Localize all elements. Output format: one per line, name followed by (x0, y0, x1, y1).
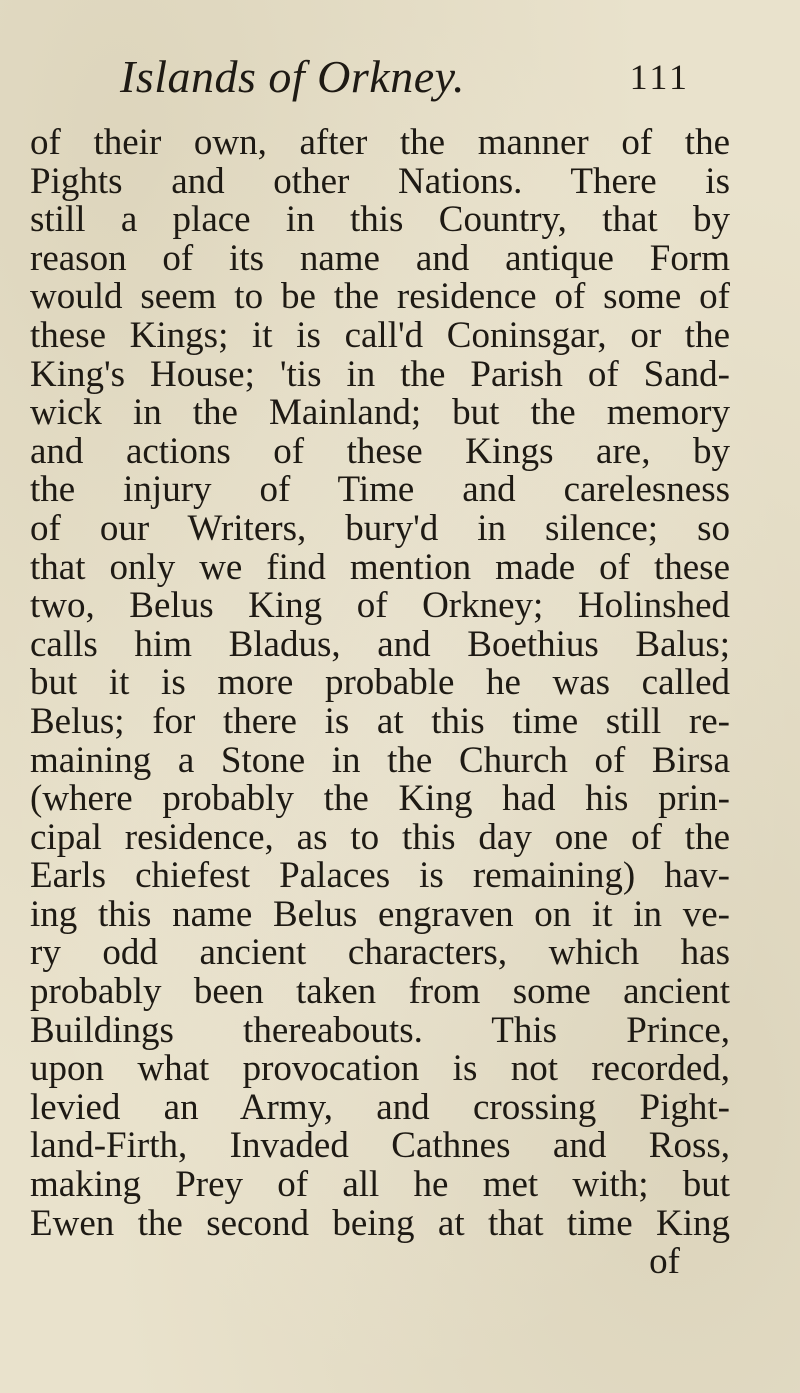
text-line: and actions of these Kings are, by (30, 432, 730, 472)
text-line: of our Writers, bury'd in silence; so (30, 509, 730, 549)
text-line: still a place in this Country, that by (30, 201, 730, 240)
text-line: upon what provocation is not recorded, (30, 1050, 730, 1089)
text-line: wick in the Mainland; but the memory (30, 394, 730, 433)
text-line: cipal residence, as to this day one of the (30, 818, 730, 858)
text-line: levied an Army, and crossing Pight- (30, 1088, 730, 1128)
text-line: Ewen the second being at that time King (30, 1204, 730, 1244)
text-line: Earls chiefest Palaces is remaining) hav- (30, 857, 730, 896)
text-line: of their own, after the manner of the (30, 124, 730, 163)
text-line: land-Firth, Invaded Cathnes and Ross, (30, 1127, 730, 1167)
text-line: making Prey of all he met with; but (30, 1166, 730, 1205)
text-line: but it is more probable he was called (30, 664, 730, 703)
text-line: ing this name Belus engraven on it in ve- (30, 895, 730, 935)
running-title: Islands of Orkney. (120, 51, 466, 102)
text-line: these Kings; it is call'd Coninsgar, or the (30, 316, 730, 356)
page-number: 111 (629, 57, 690, 97)
body-text (30, 124, 730, 1282)
text-line: King's House; 'tis in the Parish of Sand- (30, 355, 730, 395)
text-line: Pights and other Nations. There is (30, 162, 730, 202)
running-header (120, 50, 690, 110)
text-line: reason of its name and antique Form (30, 239, 730, 279)
catchword: of (649, 1243, 680, 1282)
text-line: the injury of Time and carelesness (30, 471, 730, 510)
text-line: two, Belus King of Orkney; Holinshed (30, 587, 730, 626)
text-line: that only we find mention made of these (30, 548, 730, 588)
text-line: (where probably the King had his prin- (30, 780, 730, 819)
text-line: probably been taken from some ancient (30, 973, 730, 1012)
text-line: Buildings thereabouts. This Prince, (30, 1011, 730, 1051)
text-line: ry odd ancient characters, which has (30, 934, 730, 974)
text-line: Belus; for there is at this time still re- (30, 702, 730, 742)
text-line: calls him Bladus, and Boethius Balus; (30, 625, 730, 665)
text-line: maining a Stone in the Church of Birsa (30, 741, 730, 781)
text-line: would seem to be the residence of some of (30, 278, 730, 317)
